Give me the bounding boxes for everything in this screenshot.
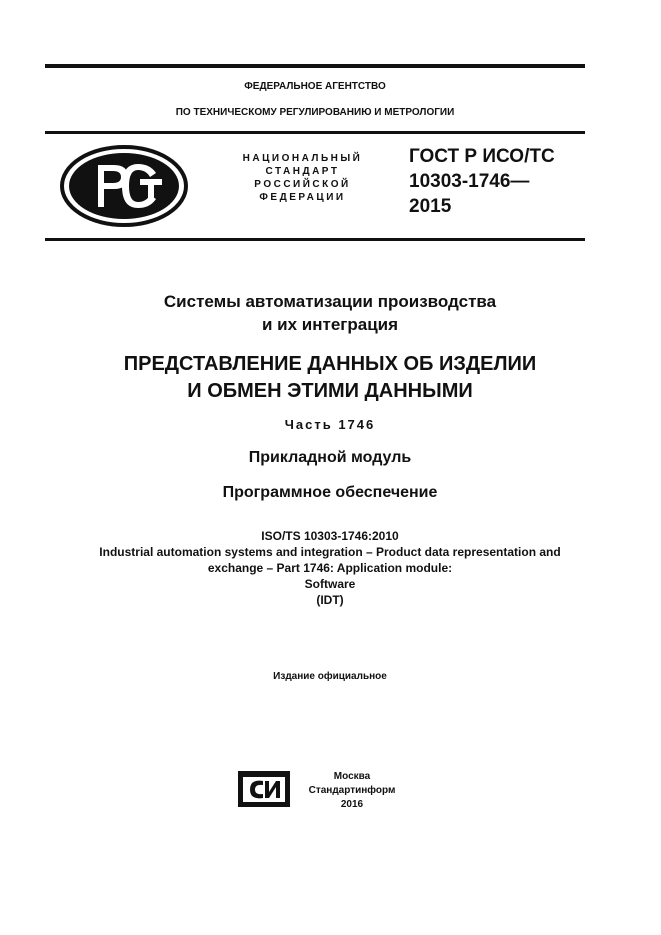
designation-line-2: 10303-1746—: [409, 171, 530, 192]
publisher-city: Москва: [333, 771, 371, 782]
part-number: Часть 1746: [284, 417, 376, 432]
main-title-line-1: ПРЕДСТАВЛЕНИЕ ДАННЫХ ОБ ИЗДЕЛИИ: [123, 353, 537, 375]
iso-line-4: Software: [304, 577, 356, 591]
title-line-2: и их интеграция: [261, 315, 399, 334]
title-line-1: Системы автоматизации производства: [163, 292, 497, 311]
national-standard-label: [225, 152, 380, 204]
iso-line-3: exchange – Part 1746: Application module:: [207, 561, 453, 575]
agency-line-2: ПО ТЕХНИЧЕСКОМУ РЕГУЛИРОВАНИЮ И МЕТРОЛОГИИ: [175, 107, 455, 118]
designation-line-3: 2015: [409, 196, 452, 217]
national-standard-line-1: НАЦИОНАЛЬНЫЙ: [242, 153, 363, 164]
agency-line-1: ФЕДЕРАЛЬНОЕ АГЕНТСТВО: [244, 81, 386, 92]
top-rule: [45, 64, 585, 68]
iso-line-1: ISO/TS 10303-1746:2010: [261, 529, 399, 543]
edition-label: Издание официальное: [273, 671, 387, 682]
national-standard-line-2: СТАНДАРТ: [265, 166, 340, 177]
module-title: Прикладной модуль: [248, 449, 412, 466]
publisher-block: [300, 770, 404, 812]
iso-line-5: (IDT): [316, 593, 344, 607]
title-rule: [45, 238, 585, 241]
publisher-logo: [238, 771, 290, 812]
iso-reference: [30, 528, 630, 608]
designation-line-1: ГОСТ Р ИСО/ТС: [409, 146, 555, 167]
subject-title: Программное обеспечение: [222, 484, 438, 501]
iso-line-2: Industrial automation systems and integration – Product data representation and: [99, 545, 561, 559]
rst-logo: [60, 145, 188, 232]
publisher-year: 2016: [340, 799, 364, 810]
main-title-line-2: И ОБМЕН ЭТИМИ ДАННЫМИ: [187, 380, 473, 402]
national-standard-line-3: РОССИЙСКОЙ: [254, 179, 351, 190]
header-rule: [45, 131, 585, 134]
standard-designation: [409, 144, 555, 219]
national-standard-line-4: ФЕДЕРАЦИИ: [259, 192, 346, 203]
publisher-name: Стандартинформ: [308, 785, 396, 796]
